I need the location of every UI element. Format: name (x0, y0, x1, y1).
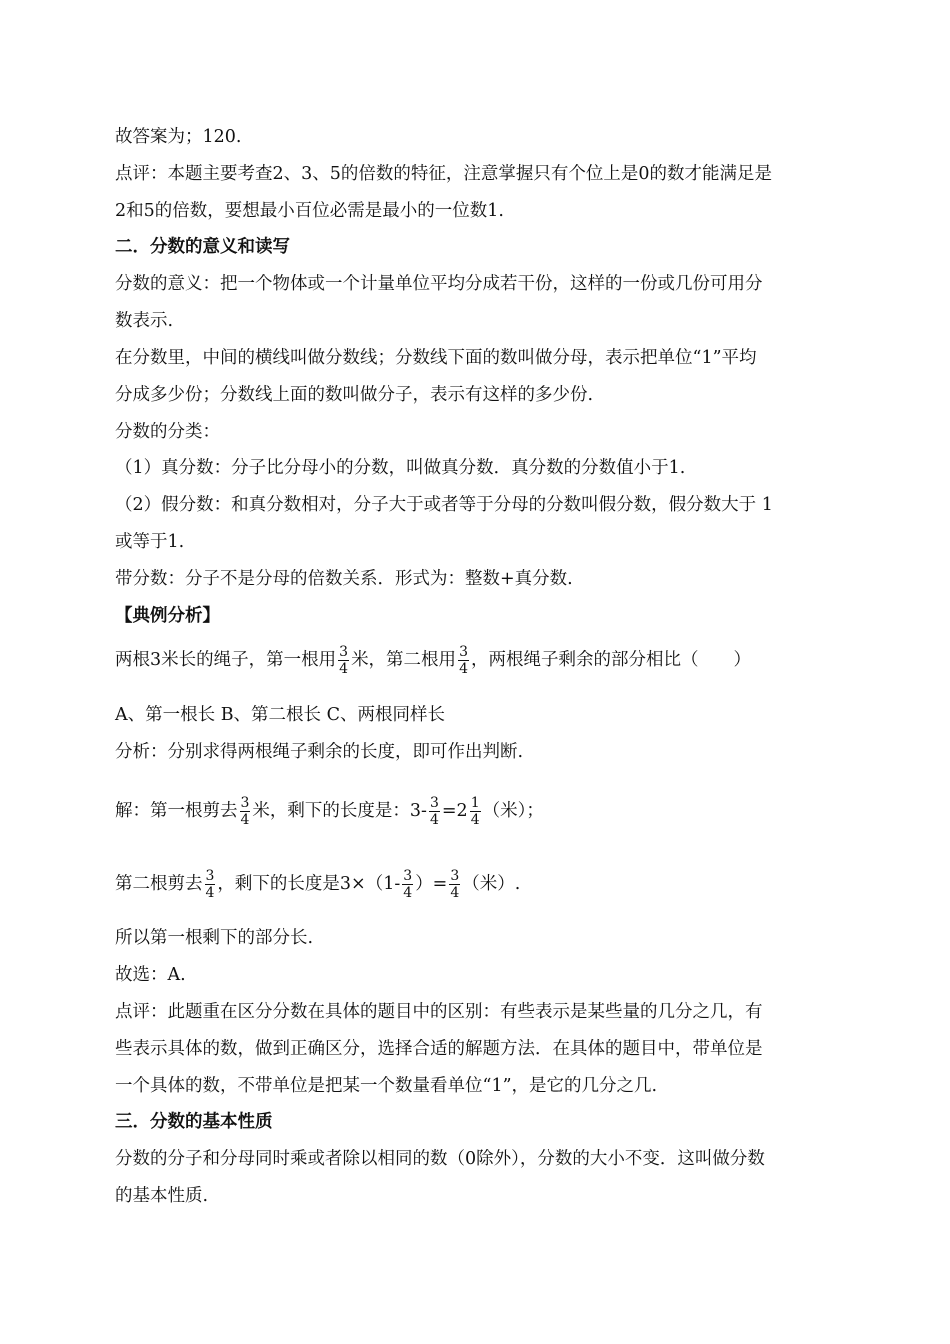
options-line: A、第一根长 B、第二根长 C、两根同样长 (115, 705, 446, 725)
solution-text: 第二根剪去 (115, 874, 203, 894)
comment-line: 些表示具体的数，做到正确区分，选择合适的解题方法．在具体的题目中，带单位是 (115, 1039, 763, 1059)
solution-text: ，剩下的长度是3×（1- (217, 874, 401, 894)
fraction (402, 868, 413, 901)
question-line (115, 640, 751, 680)
fraction-numerator: 3 (339, 644, 349, 660)
fraction-denominator: 4 (450, 885, 460, 901)
body-line: 数表示. (115, 311, 174, 331)
fraction (449, 868, 460, 901)
section-heading-3: 三．分数的基本性质 (115, 1112, 273, 1132)
solution-line-1 (115, 791, 544, 831)
fraction-denominator: 4 (339, 661, 349, 677)
answer-line: 故答案为；120. (115, 127, 242, 147)
body-line: 在分数里，中间的横线叫做分数线；分数线下面的数叫做分母，表示把单位“1”平均 (115, 348, 757, 368)
answer-line: 故选：A. (115, 965, 186, 985)
body-line: （2）假分数：和真分数相对，分子大于或者等于分母的分数叫假分数，假分数大于 1 (115, 495, 773, 515)
analysis-line: 分析：分别求得两根绳子剩余的长度，即可作出判断. (115, 742, 524, 762)
fraction (205, 868, 216, 901)
solution-text: ）= (415, 874, 448, 894)
fraction-numerator: 3 (459, 644, 468, 660)
section-heading-2: 二．分数的意义和读写 (115, 237, 290, 257)
question-text: ，两根绳子剩余的部分相比（ ） (470, 650, 751, 670)
body-line: 分成多少份；分数线上面的数叫做分子，表示有这样的多少份. (115, 385, 594, 405)
fraction-denominator: 4 (240, 812, 250, 828)
fraction-numerator: 3 (403, 868, 413, 884)
comment-line: 点评：此题重在区分分数在具体的题目中的区别：有些表示是某些量的几分之几，有 (115, 1002, 763, 1022)
fraction-numerator: 3 (429, 795, 439, 811)
question-text: 两根3米长的绳子，第一根用 (115, 650, 337, 670)
solution-text: 米，剩下的长度是：3- (252, 801, 427, 821)
fraction (240, 795, 251, 828)
solution-text: （米）. (462, 874, 521, 894)
fraction-denominator: 4 (205, 885, 215, 901)
fraction: $\frac{1}{4}$ (470, 795, 480, 828)
fraction (458, 644, 469, 677)
fraction-denominator: 4 (403, 885, 413, 901)
body-line: （1）真分数：分子比分母小的分数，叫做真分数．真分数的分数值小于1. (115, 458, 686, 478)
solution-line-2 (115, 864, 520, 904)
body-line: 带分数：分子不是分母的倍数关系．形式为：整数+真分数. (115, 569, 573, 589)
fraction-numerator: 3 (205, 868, 215, 884)
fraction (429, 795, 440, 828)
solution-text: 解：第一根剪去 (115, 801, 238, 821)
conclusion-line: 所以第一根剩下的部分长. (115, 928, 314, 948)
example-heading: 【典例分析】 (115, 606, 220, 626)
fraction-denominator: 4 (470, 812, 480, 828)
body-line: 的基本性质. (115, 1186, 209, 1206)
body-line: 或等于1. (115, 532, 185, 552)
comment-line-1: 点评：本题主要考查2、3、5的倍数的特征，注意掌握只有个位上是0的数才能满足是 (115, 164, 773, 184)
comment-line: 一个具体的数，不带单位是把某一个数量看单位“1”，是它的几分之几. (115, 1076, 658, 1096)
fraction-denominator: 4 (459, 661, 468, 677)
solution-text: =2 (441, 801, 468, 821)
solution-text: （米）； (482, 801, 544, 821)
comment-line-2: 2和5的倍数，要想最小百位必需是最小的一位数1. (115, 201, 504, 221)
body-line: 分数的分类： (115, 422, 220, 442)
fraction-numerator: 3 (240, 795, 250, 811)
body-line: 分数的分子和分母同时乘或者除以相同的数（0除外），分数的大小不变．这叫做分数 (115, 1149, 765, 1169)
question-text: 米，第二根用 (351, 650, 457, 670)
fraction-numerator: 3 (450, 868, 460, 884)
body-line: 分数的意义：把一个物体或一个计量单位平均分成若干份，这样的一份或几份可用分 (115, 274, 763, 294)
fraction-denominator: 4 (429, 812, 439, 828)
fraction (338, 644, 349, 677)
